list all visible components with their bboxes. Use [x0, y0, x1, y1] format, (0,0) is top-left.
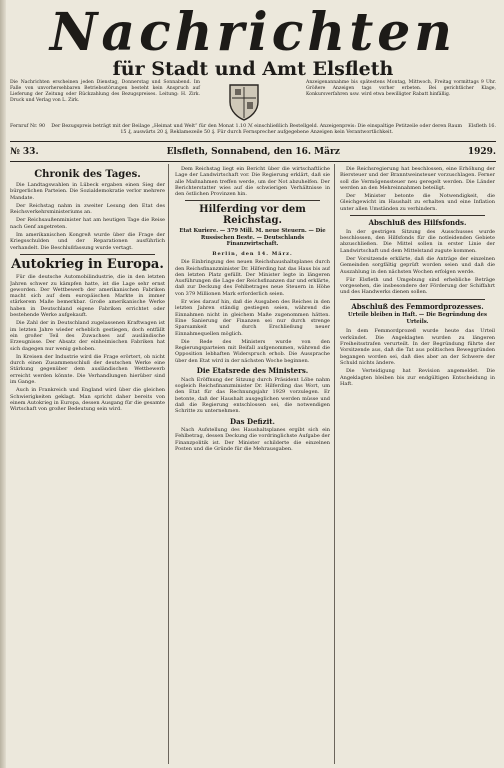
article-divider: [350, 215, 485, 216]
paragraph: Der Reichsaußenminister hat am heutigen Tage die Reise nach Genf angetreten.: [10, 217, 165, 230]
paragraph: Die Zahl der in Deutschland zugelassenen Kraftwagen ist im letzten Jahre wieder erheblich gestiegen, doch entfällt ein großer Teil des Zuwachses auf ausländische Erzeugnisse. Der Absatz der einheimischen Fabriken hat sich dagegen nur wenig gehoben.: [10, 320, 165, 352]
paragraph: Für Elsfleth und Umgebung sind erhebliche Beträge vorgesehen, die insbesondere der Förderung der Schiffahrt und des Handwerks dienen sollen.: [340, 276, 495, 296]
pricing-line: [10, 124, 496, 136]
paragraph: Die Verteidigung hat Revision angemeldet. Die Angeklagten bleiben bis zur endgültigen Entscheidung in Haft.: [340, 368, 495, 387]
paragraph: Die Landtagswahlen in Lübeck ergaben einen Sieg der bürgerlichen Parteien. Die Sozialdemokratie verlor mehrere Mandate.: [10, 182, 165, 201]
paragraph: Er wies darauf hin, daß die Ausgaben des Reiches in den letzten Jahren ständig gestiegen seien, während die Einnahmen nicht in gleichem Maße zugenommen hätten. Eine Sanierung der Finanzen sei nur durch strenge Sparsamkeit und durch Erschließung neuer Einnahmequellen möglich.: [175, 299, 330, 337]
paragraph: Der Vorsitzende erklärte, daß die Anträge der einzelnen Gemeinden sorgfältig geprüft worden seien und daß die Auszahlung in den nächsten Wochen erfolgen werde.: [340, 255, 495, 275]
article-divider: [350, 299, 485, 300]
article-heading: Chronik des Tages.: [34, 169, 141, 180]
article-heading: Abschluß des Femmordprozesses.: [351, 301, 484, 311]
paragraph: Nach Eröffnung der Sitzung durch Präsident Löbe nahm sogleich Reichsfinanzminister Dr. Hilferding das Wort, um den Etat für das Rechnungsjahr 1929 vorzulegen. Er betonte, daß der Haushalt ausgeglichen werden müsse und daß die Regierung entschlossen sei, die notwendigen Schritte zu unternehmen.: [175, 376, 330, 415]
advertising-info: Anzeigenannahme bis spätestens Montag, Mittwoch, Freitag vormittags 9 Uhr. Größere Anzeigen tags vorher erbeten. Bei gerichtlicher Klage, Konkursverfahren usw. wird etwa bewilligter Rabatt hinfällig.: [306, 80, 496, 97]
coat-of-arms-icon: [227, 82, 261, 122]
paragraph: In Kreisen der Industrie wird die Frage erörtert, ob nicht durch einen Zusammenschluß der deutschen Werke eine Stärkung gegenüber dem ausländischen Wettbewerb erreicht werden könnte. Die Verhandlungen hierüber sind im Gange.: [10, 353, 165, 386]
section-heading: Das Defizit.: [230, 416, 275, 426]
newspaper-subtitle: für Stadt und Amt Elsfleth: [112, 58, 394, 80]
edition-location: Elsfleth 16.: [468, 124, 496, 129]
paragraph: Die Einbringung des neuen Reichshaushaltsplanes durch den Reichsfinanzminister Dr. Hilferding hat das Haus bis auf den letzten Platz gefüllt. Der Minister legte in längeren Ausführungen die Lage der Reichsfinanzen dar und erklärte, daß zur Deckung des Fehlbetrages neue Steuern in Höhe von 379 Millionen Mark erforderlich seien.: [175, 259, 330, 297]
paragraph: Die Rede des Ministers wurde von den Regierungsparteien mit Beifall aufgenommen, während die Opposition lebhaften Widerspruch erhob. Die Aussprache über den Etat wird in der nächsten Woche beginnen.: [175, 338, 330, 364]
paragraph: Die Reichsregierung hat beschlossen, eine Erhöhung der Biersteuer und der Branntweinsteuer vorzuschlagen. Ferner soll die Vermögenssteuer neu geregelt werden. Die Länder werden an den Mehreinnahmen beteiligt.: [340, 166, 495, 191]
article-heading: Hilferding vor dem Reichstag.: [199, 204, 306, 227]
page-binding-edge: [0, 0, 6, 768]
paragraph: In der gestrigen Sitzung des Ausschusses wurde beschlossen, den Hilfsfonds für die notleidenden Gebiete abzuschließen. Die Mittel sollen in erster Linie der Landwirtschaft und dem Mittelstand zugute kommen.: [340, 228, 495, 254]
article-divider: [20, 254, 155, 255]
column-left: [10, 166, 165, 764]
subscription-price: Der Bezugspreis beträgt mit der Beilage „Heimat und Welt“ für den Monat 1.10 ℳ einschließlich Bestellgeld. Anzeigenpreis: Die einspaltige Petitzeile oder deren Raum 15 ₰, auswärts 20 ₰, Reklamezeile 50 ₰. Für durch Fernsprecher aufgegebene Anzeigen kein Verantwortlichkeit.: [51, 124, 463, 135]
issue-number: № 33.: [10, 147, 39, 157]
paragraph: Im amerikanischen Kongreß wurde über die Frage der Kriegsschulden und der Reparationen ausführlich verhandelt. Die Beschlußfassung wurde vertagt.: [10, 232, 165, 251]
header-rule: [10, 141, 496, 142]
dateline: [10, 144, 496, 160]
paragraph: Dem Reichstag liegt ein Bericht über die wirtschaftliche Lage der Landwirtschaft vor. Die Regierung erklärt, daß sie alle Maßnahmen treffen werde, um der Not abzuhelfen. Der Berichterstatter wies auf die schwierigen Verhältnisse in den östlichen Provinzen hin.: [175, 166, 330, 198]
dateline-place: Berlin, den 14. März.: [212, 250, 293, 257]
column-divider: [334, 164, 335, 764]
phone-number: Fernruf Nr. 90: [10, 124, 46, 129]
article-subheading: Etat Kuriere. — 379 Mill. M. neue Steuern. — Die Russischen Beste. — Deutschlands Finanzwirtschaft.: [179, 228, 326, 248]
paragraph: In dem Femmordprozeß wurde heute das Urteil verkündet. Die Angeklagten wurden zu längeren Freiheitsstrafen verurteilt. In der Begründung führte der Vorsitzende aus, daß die Tat aus politischen Beweggründen begangen worden sei, daß dies aber an der Schwere der Schuld nichts ändere.: [340, 328, 495, 366]
column-right: [340, 166, 495, 764]
section-heading: Die Etatsrede des Ministers.: [196, 366, 309, 376]
newspaper-title: Nachrichten: [49, 2, 457, 63]
article-subheading: Urteile bleiben in Haft. — Die Begründung des Urteils.: [348, 312, 487, 325]
paragraph: Der Reichstag nahm in zweiter Lesung den Etat des Reichsverkehrsministeriums an.: [10, 202, 165, 216]
column-middle: [175, 166, 330, 764]
article-divider: [185, 200, 320, 201]
article-heading: Autokrieg in Europa.: [11, 256, 164, 272]
issue-year: 1929.: [467, 147, 496, 157]
paragraph: Auch in Frankreich und England wird über die gleichen Schwierigkeiten geklagt. Man spricht daher bereits von einem Autokrieg in Europa, dessen Ausgang für die gesamte Wirtschaft von großer Bedeutung sein wird.: [10, 387, 165, 413]
column-divider: [168, 164, 169, 764]
paragraph: Nach Aufstellung des Haushaltsplanes ergibt sich ein Fehlbetrag, dessen Deckung die vordringlichste Aufgabe der Finanzpolitik ist. Der Minister schilderte die einzelnen Posten und die Gründe für die Mehrausgaben.: [175, 427, 330, 453]
publication-info: Die Nachrichten erscheinen jeden Dienstag, Donnerstag und Sonnabend. Im Falle von unvorhersehbaren Betriebsstörungen besteht kein Anspruch auf Lieferung der Zeitung oder Rückzahlung des Bezugspreises. Leitung: H. Zirk. Druck und Verlag von L. Zirk.: [10, 80, 200, 103]
dateline-rule: [10, 161, 496, 162]
issue-date: Elsfleth, Sonnabend, den 16. März: [166, 147, 340, 157]
article-heading: Abschluß des Hilfsfonds.: [368, 218, 467, 228]
paragraph: Für die deutsche Automobilindustrie, die in den letzten Jahren schwer zu kämpfen hatte, ist die Lage sehr ernst geworden. Der Wettbewerb der amerikanischen Fabriken macht sich auf dem europäischen Markte in immer stärkerem Maße bemerkbar. Große amerikanische Werke haben in Deutschland eigene Fabriken errichtet oder bestehende Werke aufgekauft.: [10, 274, 165, 319]
paragraph: Der Minister betonte die Notwendigkeit, die Gleichgewicht im Haushalt zu erhalten und eine Inflation unter allen Umständen zu verhindern.: [340, 193, 495, 212]
